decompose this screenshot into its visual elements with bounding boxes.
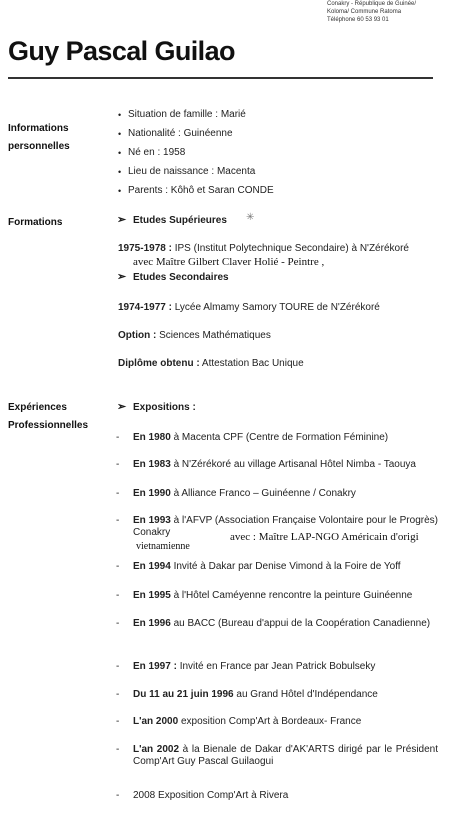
bullet-icon: • (118, 167, 122, 177)
personal-item: Nationalité : Guinéenne (128, 128, 233, 139)
handwritten-note: avec : Maître LAP-NGO Américain d'origi (230, 531, 419, 543)
exhibition-date: En 1997 : (133, 661, 177, 672)
exhibition-date: En 1995 (133, 590, 171, 601)
subsection-title: Etudes Supérieures (133, 215, 227, 226)
bullet-icon: • (118, 186, 122, 196)
subsection-title: Expositions : (133, 402, 196, 413)
personal-item: Situation de famille : Marié (128, 109, 246, 120)
exhibition-date: En 1996 (133, 618, 171, 629)
dash-icon: - (116, 689, 120, 700)
handwritten-note: vietnamienne (136, 541, 190, 552)
exhibition-item (133, 618, 438, 630)
exhibition-text: Invité en France par Jean Patrick Bobulseky (176, 661, 376, 672)
exhibition-text: à l'Hôtel Caméyenne rencontre la peinture Guinéenne (170, 590, 413, 601)
personal-item: Lieu de naissance : Macenta (128, 166, 256, 177)
dash-icon: - (116, 661, 120, 672)
exhibition-item (133, 432, 438, 444)
diploma-line (118, 358, 304, 369)
dash-icon: - (116, 459, 120, 470)
bullet-icon: • (118, 110, 122, 120)
dash-icon: - (116, 744, 120, 755)
exhibition-text: Invité à Dakar par Denise Vimond à la Foire de Yoff (170, 561, 401, 572)
exhibition-date: En 1994 (133, 561, 171, 572)
diploma-value: Attestation Bac Unique (199, 358, 304, 369)
option-line (118, 330, 271, 341)
exhibition-item (133, 661, 438, 673)
exhibition-text: à N'Zérékoré au village Artisanal Hôtel Nimba - Taouya (170, 459, 416, 470)
dash-icon: - (116, 790, 120, 801)
exhibition-item (133, 590, 438, 602)
arrow-icon: ➢ (117, 214, 127, 226)
exhibition-item (133, 716, 438, 728)
address-block (327, 0, 416, 24)
personal-item: Parents : Kôhô et Saran CONDE (128, 185, 274, 196)
dash-icon: - (116, 716, 120, 727)
formation-detail: IPS (Institut Polytechnique Secondaire) à N'Zérékoré (171, 243, 409, 254)
formation-line (118, 302, 380, 313)
exhibition-text: à Alliance Franco – Guinéenne / Conakry (170, 488, 356, 499)
formation-years: 1974-1977 : (118, 302, 172, 313)
address-line: Conakry - République de Guinée/ (327, 1, 417, 7)
address-line: Téléphone 60 53 93 01 (327, 17, 389, 23)
dash-icon: - (116, 618, 120, 629)
subsection-title: Etudes Secondaires (133, 272, 229, 283)
address-line: Koloma/ Commune Ratoma (327, 9, 402, 15)
exhibition-date: En 1980 (133, 432, 171, 443)
dash-icon: - (116, 432, 120, 443)
option-value: Sciences Mathématiques (156, 330, 271, 341)
exhibition-item (133, 790, 438, 802)
section-title-personal (8, 120, 70, 156)
exhibition-date: L'an 2000 (133, 716, 179, 727)
header-divider (8, 77, 433, 79)
section-title-line: Expériences (8, 402, 67, 413)
formation-years: 1975-1978 : (118, 243, 172, 254)
section-title-formations: Formations (8, 217, 63, 228)
scribble-mark: ✳ (246, 212, 255, 223)
section-title-line: personnelles (8, 141, 70, 152)
exhibition-date: En 1993 (133, 515, 171, 526)
arrow-icon: ➢ (117, 401, 127, 413)
arrow-icon: ➢ (117, 271, 127, 283)
exhibition-date: L'an 2002 (133, 744, 180, 755)
section-title-line: Informations (8, 123, 69, 134)
section-title-line: Professionnelles (8, 420, 89, 431)
exhibition-date: En 1990 (133, 488, 171, 499)
option-label: Option : (118, 330, 157, 341)
formation-line (118, 243, 409, 254)
diploma-label: Diplôme obtenu : (118, 358, 200, 369)
bullet-icon: • (118, 148, 122, 158)
exhibition-text: à la Bienale de Dakar d'AK'ARTS dirigé par le Président Comp'Art Guy Pascal Guilaogui (133, 744, 439, 767)
exhibition-text: à l'AFVP (Association Française Volontaire pour le Progrès) Conakry (133, 515, 438, 538)
person-name: Guy Pascal Guilao (8, 36, 235, 66)
dash-icon: - (116, 515, 120, 526)
personal-item: Né en : 1958 (128, 147, 186, 158)
bullet-icon: • (118, 129, 122, 139)
exhibition-item (133, 488, 438, 500)
exhibition-text: à Macenta CPF (Centre de Formation Féminine) (170, 432, 389, 443)
dash-icon: - (116, 488, 120, 499)
exhibition-text: 2008 Exposition Comp'Art à Rivera (133, 790, 289, 801)
dash-icon: - (116, 590, 120, 601)
handwritten-note: avec Maître Gilbert Claver Holié - Peintre , (133, 256, 325, 268)
exhibition-text: au BACC (Bureau d'appui de la Coopération Canadienne) (170, 618, 431, 629)
section-title-experience (8, 399, 88, 435)
exhibition-text: exposition Comp'Art à Bordeaux- France (178, 716, 362, 727)
exhibition-text: au Grand Hôtel d'Indépendance (233, 689, 378, 700)
exhibition-item (133, 689, 438, 701)
exhibition-date: En 1983 (133, 459, 171, 470)
exhibition-item (133, 459, 438, 471)
formation-detail: Lycée Almamy Samory TOURE de N'Zérékoré (171, 302, 380, 313)
exhibition-date: Du 11 au 21 juin 1996 (133, 689, 234, 700)
exhibition-item (133, 744, 438, 768)
exhibition-item (133, 561, 438, 573)
dash-icon: - (116, 561, 120, 572)
